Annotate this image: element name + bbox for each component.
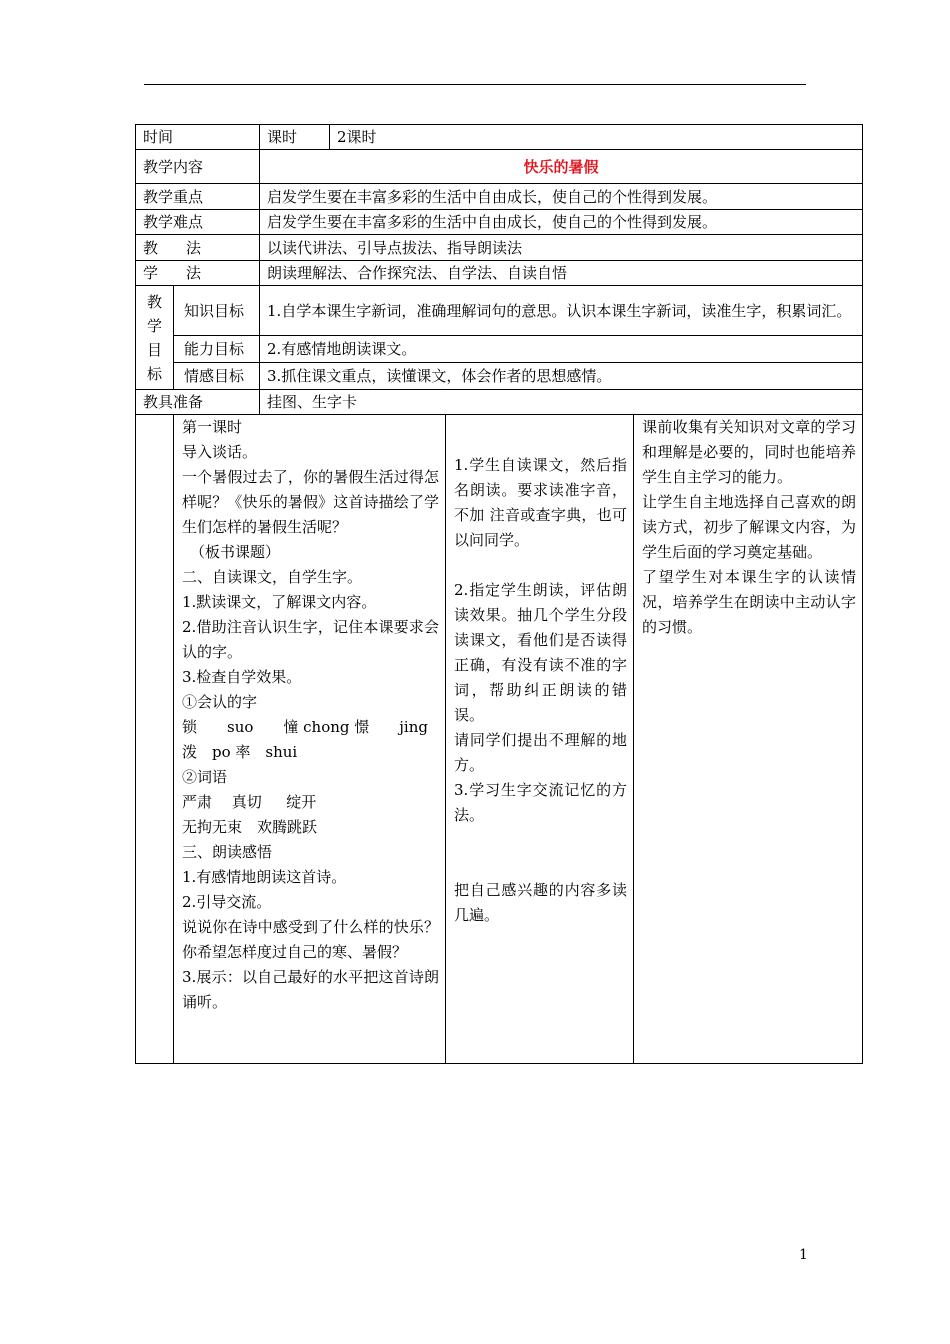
teacher-line: （板书课题） — [190, 543, 281, 561]
teacher-line: 三、朗读感悟 — [182, 843, 273, 861]
emotion-goal-label: 情感目标 — [174, 363, 260, 390]
page-number: 1 — [799, 1247, 808, 1263]
teacher-line: 严肃 真切 绽开 — [182, 793, 317, 811]
difficulty-value: 启发学生要在丰富多彩的生活中自由成长，使自己的个性得到发展。 — [260, 210, 863, 235]
learning-method-value: 朗读理解法、合作探究法、自学法、自读自悟 — [260, 261, 863, 286]
emotion-goal-value: 3.抓住课文重点，读懂课文，体会作者的思想感情。 — [260, 363, 863, 390]
tools-label: 教具准备 — [136, 390, 260, 415]
student-line: 3.学习生字交流记忆的方法。 — [454, 781, 628, 824]
time-label: 时间 — [136, 125, 260, 150]
focus-label: 教学重点 — [136, 184, 260, 210]
student-line: 请同学们提出不理解的地方。 — [454, 731, 628, 774]
intent-line: 让学生自主地选择自己喜欢的朗读方式，初步了解课文内容，为学生后面的学习奠定基础。 — [642, 493, 857, 561]
header-rule — [144, 84, 806, 85]
knowledge-goal-label: 知识目标 — [174, 286, 260, 336]
lesson-plan-table — [135, 124, 863, 1064]
intent-cell — [634, 415, 863, 1064]
teacher-line: 无拘无束 欢腾跳跃 — [182, 818, 318, 836]
teacher-line: 2.借助注音认识生字，记住本课要求会认的字。 — [182, 618, 440, 661]
intent-line: 课前收集有关知识对文章的学习和理解是必要的，同时也能培养学生自主学习的能力。 — [642, 418, 857, 486]
focus-value: 启发学生要在丰富多彩的生活中自由成长，使自己的个性得到发展。 — [260, 184, 863, 210]
ability-goal-value: 2.有感情地朗读课文。 — [260, 336, 863, 363]
teacher-line: 2.引导交流。 — [182, 893, 272, 911]
teacher-line: 说说你在诗中感受到了什么样的快乐？你希望怎样度过自己的寒、暑假？ — [182, 918, 440, 961]
teacher-line: 导入谈话。 — [182, 443, 258, 461]
knowledge-goal-value: 1.自学本课生字新词，准确理解词句的意思。认识本课生字新词，读准生字，积累词汇。 — [260, 286, 863, 336]
teacher-line: 3.展示：以自己最好的水平把这首诗朗诵听。 — [182, 968, 440, 1011]
student-line: 1.学生自读课文，然后指名朗读。要求读准字音，不加 注音或查字典，也可以问同学。 — [454, 456, 628, 549]
student-line: 把自己感兴趣的内容多读几遍。 — [454, 881, 628, 924]
content-label: 教学内容 — [136, 150, 260, 184]
ability-goal-label: 能力目标 — [174, 336, 260, 363]
teaching-method-value: 以读代讲法、引导点拔法、指导朗读法 — [260, 235, 863, 261]
intent-line: 了望学生对本课生字的认读情况，培养学生在朗读中主动认字的习惯。 — [642, 568, 857, 636]
teacher-line: ②词语 — [182, 768, 228, 786]
teacher-line: 1.有感情地朗读这首诗。 — [182, 868, 347, 886]
learning-method-label: 学 法 — [136, 261, 260, 286]
teacher-line: 锁 suo 憧 chong 憬 jing — [182, 718, 428, 736]
teacher-process-cell — [174, 415, 446, 1064]
blank-left-cell — [136, 415, 174, 1064]
teacher-line: ①会认的字 — [182, 693, 258, 711]
teacher-line: 第一课时 — [182, 418, 243, 436]
teacher-line: 一个暑假过去了，你的暑假生活过得怎样呢？《快乐的暑假》这首诗描绘了学生们怎样的暑假生活呢？ — [182, 468, 440, 536]
teacher-line: 3.检查自学效果。 — [182, 668, 302, 686]
goals-group-label: 教 学 目 标 — [136, 286, 174, 390]
student-line: 2.指定学生朗读，评估朗读效果。抽几个学生分段读课文，看他们是否读得正确，有没有读不准的字词，帮助纠正朗读的错误。 — [454, 581, 628, 724]
teaching-method-label: 教 法 — [136, 235, 260, 261]
period-value: 2课时 — [330, 125, 863, 150]
student-process-cell — [446, 415, 634, 1064]
teacher-line: 泼 po 率 shui — [182, 743, 298, 761]
teacher-line: 1.默读课文，了解课文内容。 — [182, 593, 377, 611]
teacher-line: 二、自读课文，自学生字。 — [182, 568, 363, 586]
lesson-title: 快乐的暑假 — [260, 150, 863, 184]
period-label: 课时 — [260, 125, 330, 150]
tools-value: 挂图、生字卡 — [260, 390, 863, 415]
difficulty-label: 教学难点 — [136, 210, 260, 235]
